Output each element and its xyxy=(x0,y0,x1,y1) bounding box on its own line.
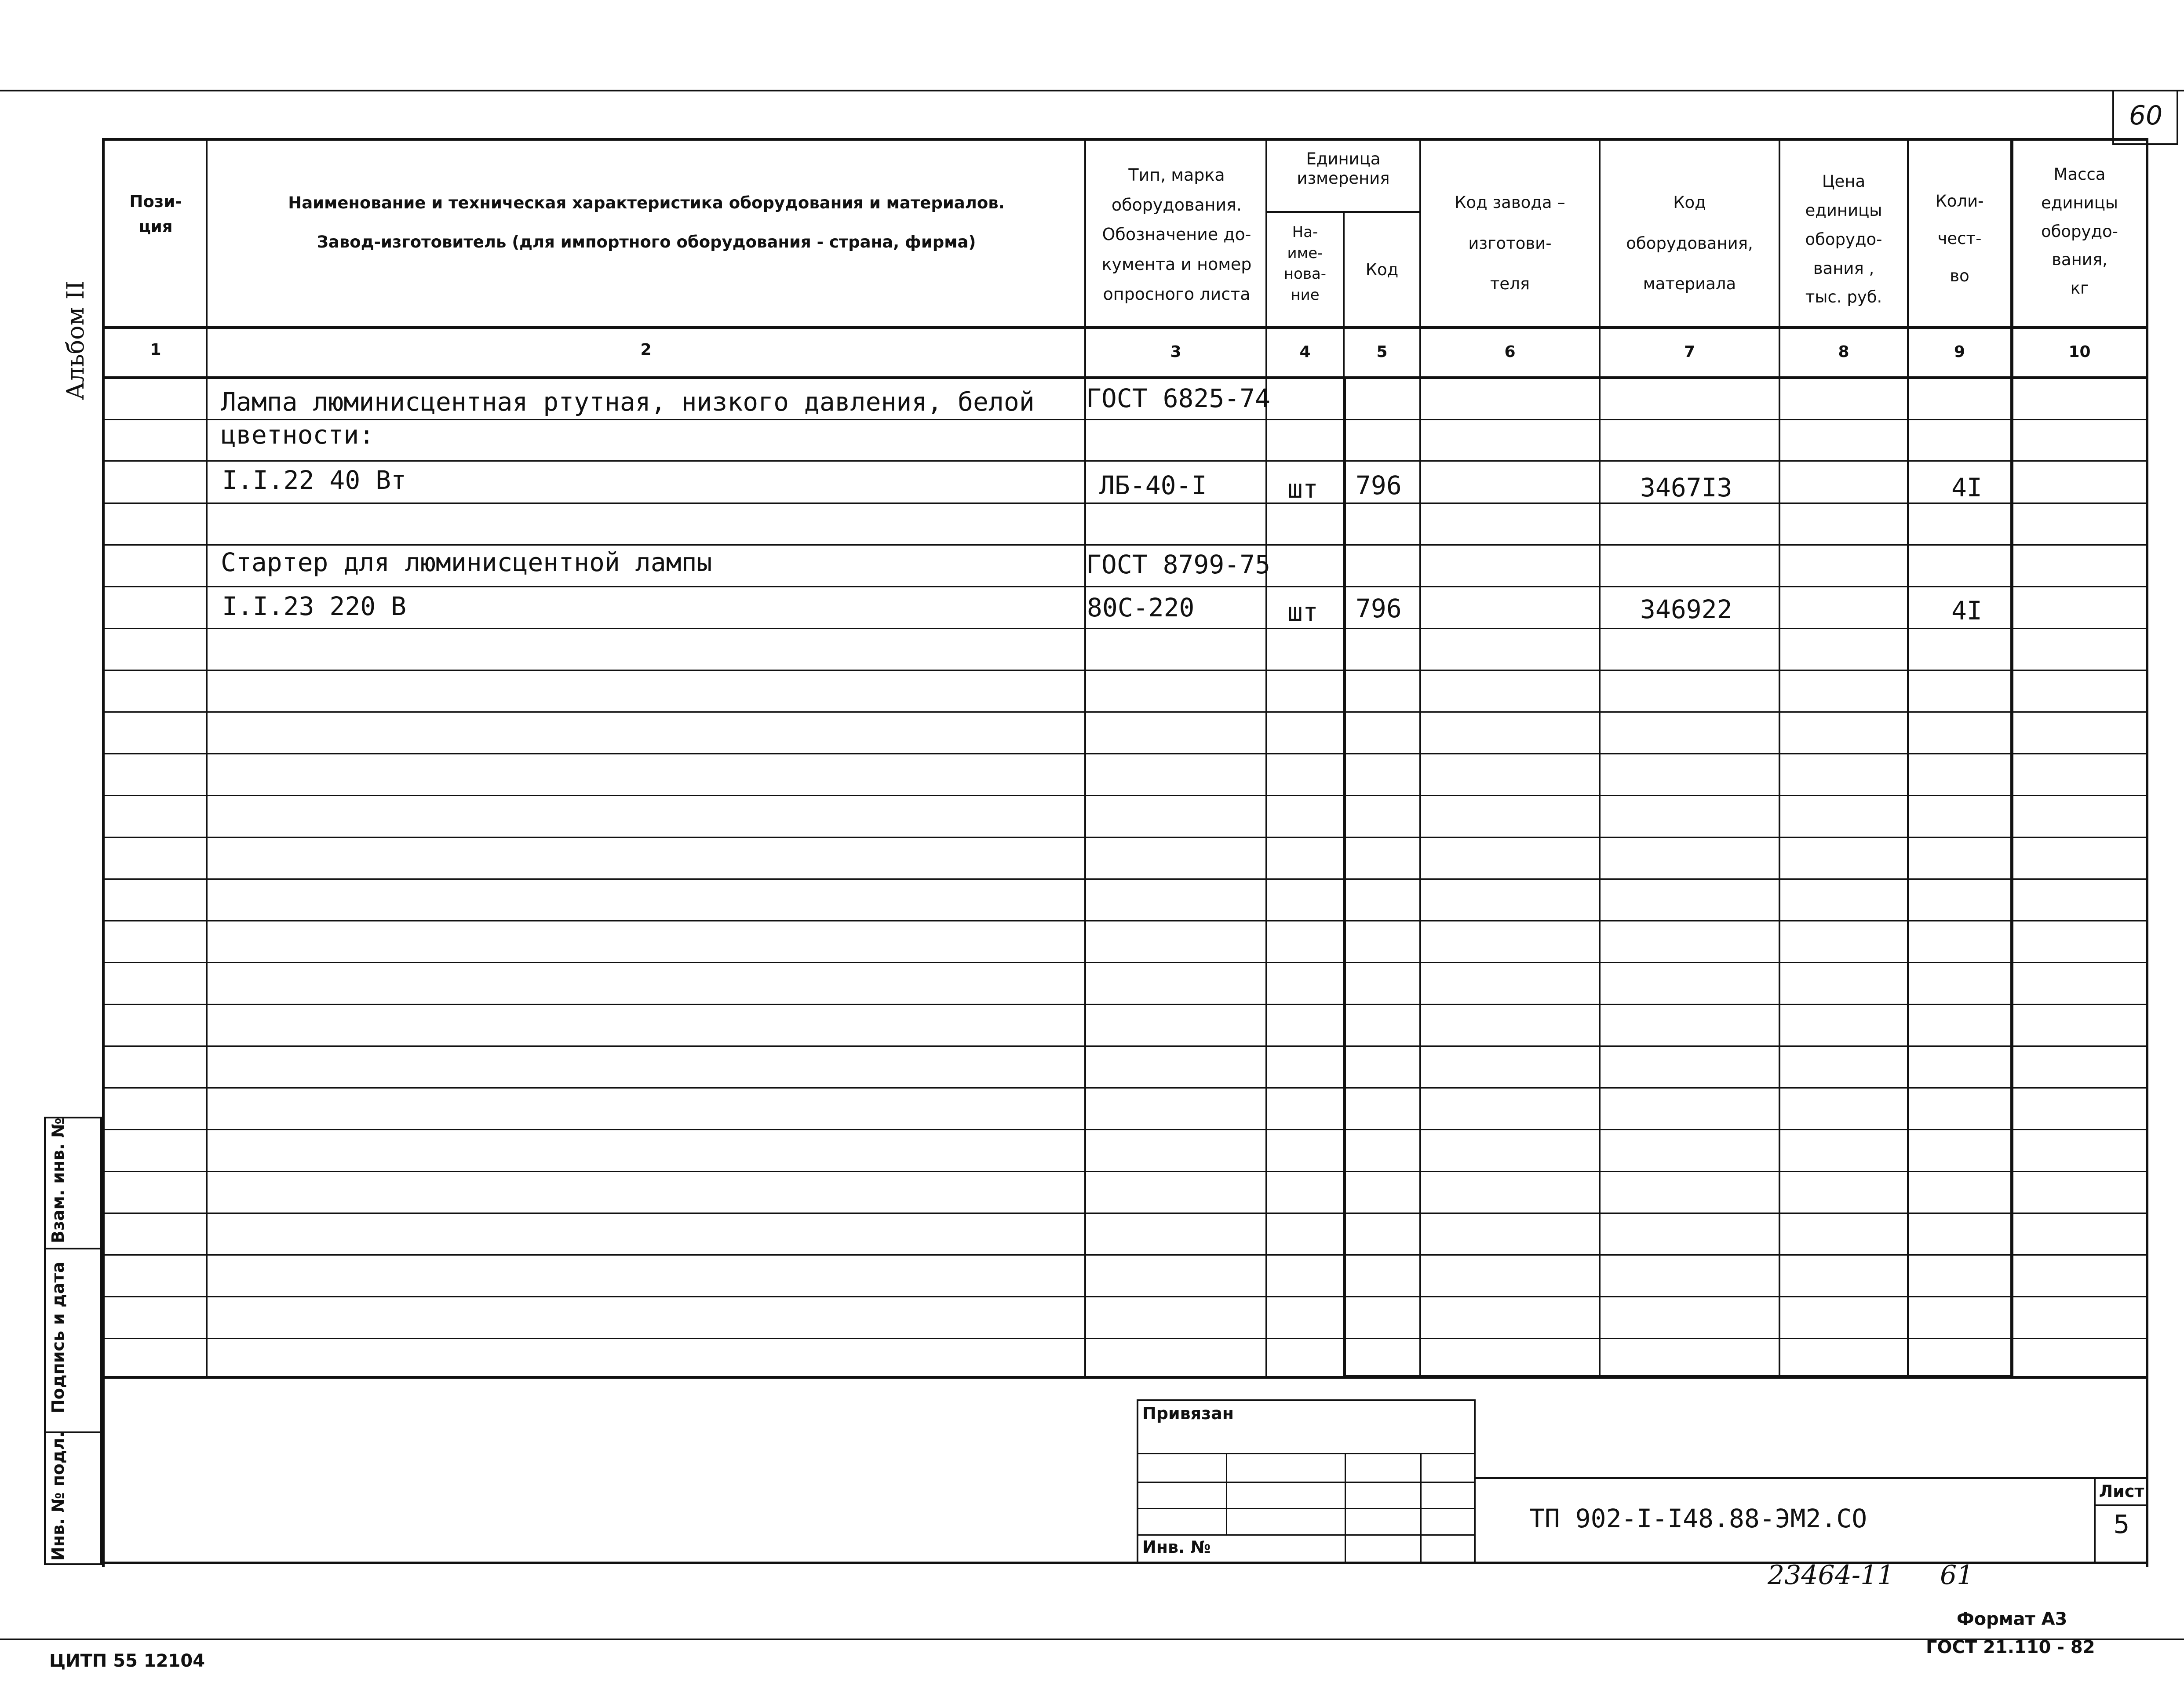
row6-qty: 4I xyxy=(1951,596,1982,626)
row1-name: Лампа люминисцентная ртутная, низкого давления, белой xyxy=(221,387,1035,417)
sheet-number: 5 xyxy=(2113,1509,2130,1539)
footer-rule xyxy=(0,1639,2184,1640)
page-number-box-bottom xyxy=(2112,143,2178,145)
format-label: Формат А3 xyxy=(1957,1609,2067,1629)
row6-code: 796 xyxy=(1356,594,1402,623)
row3-unit: шт xyxy=(1287,474,1318,504)
header-quantity: Коли- чест- во xyxy=(1935,192,1984,286)
inv-no-label: Инв. № xyxy=(1142,1537,1211,1557)
colnum-4: 4 xyxy=(1299,343,1311,361)
colnum-2: 2 xyxy=(640,341,652,359)
colnum-7: 7 xyxy=(1684,343,1695,361)
table-top-border xyxy=(102,138,2148,141)
citp-label: ЦИТП 55 12104 xyxy=(49,1651,205,1671)
colnum-5: 5 xyxy=(1376,343,1388,361)
row3-qty: 4I xyxy=(1951,473,1982,503)
side-stamp-podpis: Подпись и дата xyxy=(48,1261,68,1413)
row1-doc: ГОСТ 6825-74 xyxy=(1086,383,1271,413)
table-right-border xyxy=(2146,138,2148,1567)
table-header-bottom xyxy=(102,326,2148,329)
row5-doc: ГОСТ 8799-75 xyxy=(1086,550,1271,579)
row3-doc: ЛБ-40-I xyxy=(1099,470,1207,500)
header-factory-code: Код завода – изготови- теля xyxy=(1455,193,1565,293)
row2-name: цветности: xyxy=(221,420,375,450)
row6-doc: 80С-220 xyxy=(1087,593,1195,623)
colnum-3: 3 xyxy=(1170,343,1181,361)
privyazan-label: Привязан xyxy=(1142,1404,1234,1423)
colnum-10: 10 xyxy=(2068,343,2091,361)
header-type: Тип, марка оборудования. Обозначение до- кумента и номер опросного листа xyxy=(1101,165,1252,304)
gost-label: ГОСТ 21.110 - 82 xyxy=(1926,1637,2095,1657)
row3-name: I.I.22 40 Вт xyxy=(222,465,407,495)
header-position: Пози- ция xyxy=(129,192,182,237)
header-unit-name: На- име- нова- ние xyxy=(1283,223,1327,304)
row3-equip: 3467I3 xyxy=(1640,473,1732,503)
handwritten-page: 61 xyxy=(1940,1560,1974,1591)
colnum-1: 1 xyxy=(150,341,161,359)
table-left-border xyxy=(102,138,105,1567)
album-label: Альбом II xyxy=(62,280,89,400)
row3-code: 796 xyxy=(1356,470,1402,500)
colnum-6: 6 xyxy=(1504,343,1516,361)
header-unit-group: Единица измерения xyxy=(1297,149,1390,188)
page-number: 60 xyxy=(2129,100,2163,131)
handwritten-number: 23464-11 xyxy=(1768,1560,1894,1591)
header-unit-mass: Масса единицы оборудо- вания, кг xyxy=(2041,165,2118,298)
row6-unit: шт xyxy=(1287,597,1318,627)
header-unit-price: Цена единицы оборудо- вания , тыс. руб. xyxy=(1805,172,1882,307)
colnum-8: 8 xyxy=(1838,343,1849,361)
row5-name: Стартер для люминисцентной лампы xyxy=(221,547,712,577)
table-colnum-bottom xyxy=(102,376,2148,379)
header-equipment-code: Код оборудования, материала xyxy=(1626,193,1753,293)
side-stamp-vzam: Взам. инв. № xyxy=(48,1118,68,1243)
page-number-box-left xyxy=(2112,90,2114,145)
sheet-label: Лист xyxy=(2099,1482,2144,1501)
document-code: ТП 902-I-I48.88-ЭМ2.СО xyxy=(1529,1504,1867,1533)
header-name: Наименование и техническая характеристика оборудования и материалов. Завод-изготовитель (для импортного оборудования - страна, фирма) xyxy=(288,193,1005,251)
top-rule xyxy=(0,90,2184,91)
header-unit-code: Код xyxy=(1365,260,1399,279)
colnum-9: 9 xyxy=(1954,343,1965,361)
row6-name: I.I.23 220 В xyxy=(222,591,407,621)
page-number-box-right xyxy=(2177,90,2178,145)
side-stamp-inv: Инв. № подл. xyxy=(48,1431,68,1561)
row6-equip: 346922 xyxy=(1640,594,1732,624)
